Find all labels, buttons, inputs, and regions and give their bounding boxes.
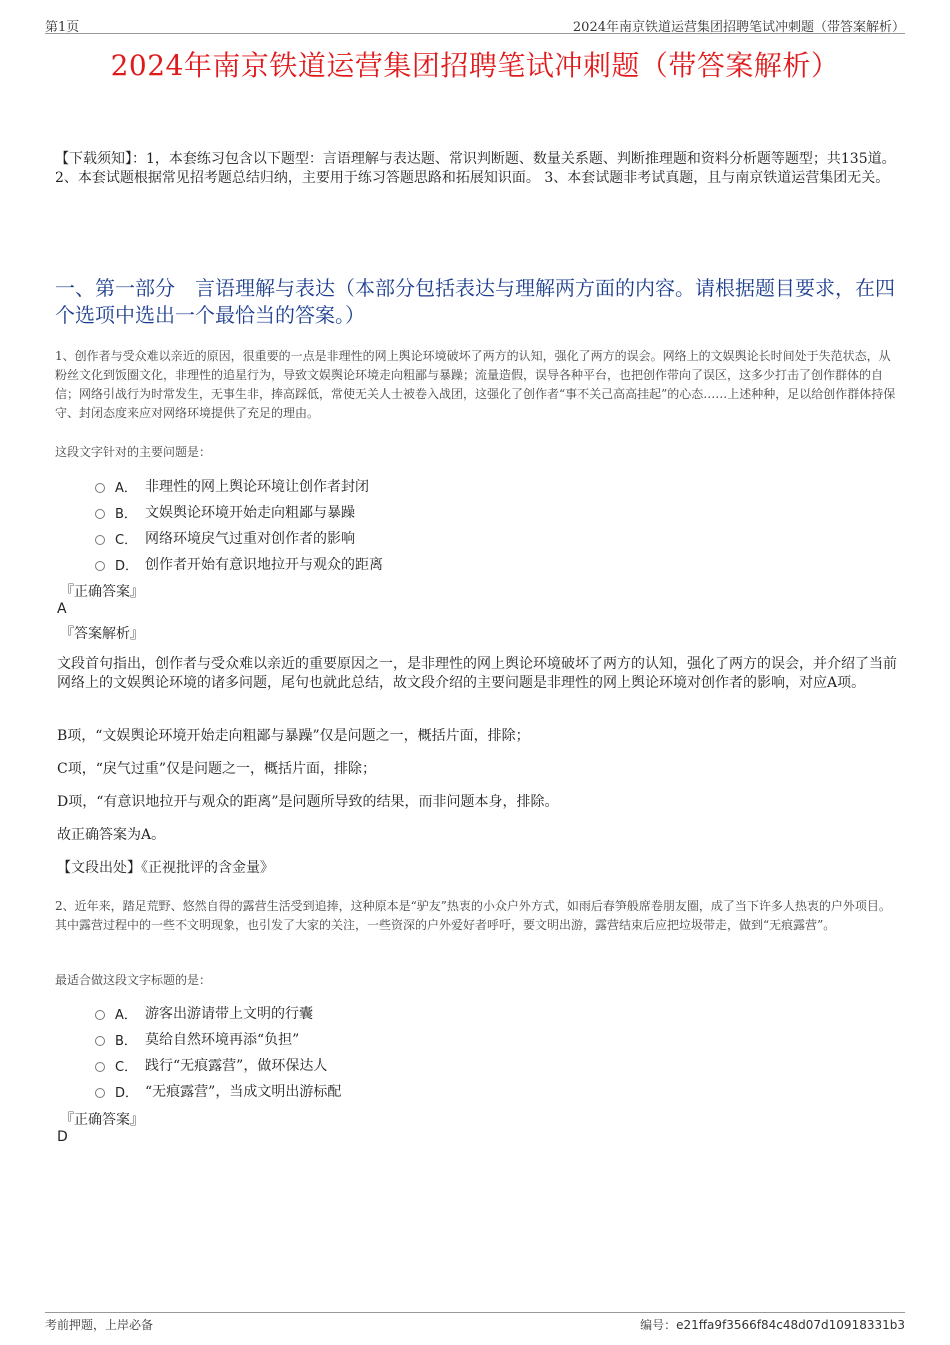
correct-answer-label: 『正确答案』 — [60, 1112, 144, 1128]
radio-button[interactable] — [95, 535, 105, 545]
option-text: “无痕露营”，当成文明出游标配 — [145, 1084, 342, 1100]
option-d[interactable] — [95, 551, 795, 577]
radio-button[interactable] — [95, 1010, 105, 1020]
analysis-paragraph: C项，“戾气过重”仅是问题之一，概括片面，排除； — [57, 761, 377, 777]
radio-button[interactable] — [95, 1036, 105, 1046]
page-footer — [45, 1312, 905, 1334]
option-letter: B． — [115, 1033, 137, 1049]
option-letter: A． — [115, 480, 137, 496]
question-2-options — [95, 1000, 795, 1104]
question-1-options — [95, 473, 795, 577]
option-text: 文娱舆论环境开始走向粗鄙与暴躁 — [145, 505, 355, 521]
option-text: 创作者开始有意识地拉开与观众的距离 — [145, 557, 383, 573]
radio-button[interactable] — [95, 1088, 105, 1098]
radio-button[interactable] — [95, 561, 105, 571]
page-number: 第1页 — [45, 20, 80, 35]
correct-answer: A — [57, 601, 67, 617]
question-1-prompt: 这段文字针对的主要问题是： — [55, 445, 212, 459]
analysis-paragraph: D项，“有意识地拉开与观众的距离”是问题所导致的结果，而非问题本身，排除。 — [57, 794, 559, 810]
option-b[interactable] — [95, 1026, 795, 1052]
correct-answer-label: 『正确答案』 — [60, 584, 144, 600]
option-c[interactable] — [95, 1052, 795, 1078]
option-c[interactable] — [95, 525, 795, 551]
option-letter: D． — [115, 1085, 139, 1101]
option-text: 莫给自然环境再添“负担” — [145, 1032, 300, 1048]
radio-button[interactable] — [95, 509, 105, 519]
download-notice: 【下载须知】：1，本套练习包含以下题型：言语理解与表达题、常识判断题、数量关系题、判断推理题和资料分析题等题型；共135道。 2、本套试题根据常见招考题总结归纳，主要用于练习答题思路和拓展知识面。 3、本套试题非考试真题，且与南京铁道运营集团无关。 — [55, 151, 896, 186]
document-code — [640, 1316, 905, 1333]
option-a[interactable] — [95, 473, 795, 499]
question-2-prompt: 最适合做这段文字标题的是： — [55, 973, 212, 987]
question-1-stem: 1、创作者与受众难以亲近的原因，很重要的一点是非理性的网上舆论环境破坏了两方的认知，强化了两方的误会。网络上的文娱舆论长时间处于失范状态，从粉丝文化到饭圈文化，非理性的追星行为，导致文娱舆论环境走向粗鄙与暴躁；流量造假，误导各种平台，也把创作带向了误区，这多少打击了创作群体的自信；网络引战行为时常发生，无事生非，捧高踩低，常使无关人士被卷入战团，这强化了创作者“事不关己高高挂起”的心态……上述种种，足以给创作群体持保守、封闭态度来应对网络环境提供了充足的理由。 — [55, 349, 896, 420]
option-letter: C． — [115, 532, 138, 548]
footer-slogan: 考前押题，上岸必备 — [45, 1318, 154, 1332]
radio-button[interactable] — [95, 1062, 105, 1072]
option-text: 践行“无痕露营”，做环保达人 — [145, 1058, 328, 1074]
analysis-paragraph: 故正确答案为A。 — [57, 827, 166, 843]
option-text: 网络环境戾气过重对创作者的影响 — [145, 531, 355, 547]
option-a[interactable] — [95, 1000, 795, 1026]
analysis-label: 『答案解析』 — [60, 626, 144, 642]
option-letter: A． — [115, 1007, 137, 1023]
page-header — [45, 14, 905, 34]
option-d[interactable] — [95, 1078, 795, 1104]
analysis-paragraph: B项，“文娱舆论环境开始走向粗鄙与暴躁”仅是问题之一，概括片面，排除； — [57, 728, 530, 744]
running-title: 2024年南京铁道运营集团招聘笔试冲刺题（带答案解析） — [572, 20, 905, 35]
section-heading: 一、第一部分 言语理解与表达（本部分包括表达与理解两方面的内容。请根据题目要求，在四个选项中选出一个最恰当的答案。） — [55, 276, 895, 327]
correct-answer: D — [57, 1129, 68, 1145]
option-b[interactable] — [95, 499, 795, 525]
option-letter: C． — [115, 1059, 138, 1075]
option-letter: B． — [115, 506, 137, 522]
question-2-stem: 2、近年来，踏足荒野、悠然自得的露营生活受到追捧，这种原本是“驴友”热衷的小众户外方式，如雨后春笋般席卷朋友圈，成了当下许多人热衷的户外项目。其中露营过程中的一些不文明现象，也引发了大家的关注，一些资深的户外爱好者呼吁，要文明出游，露营结束后应把垃圾带走，做到“无痕露营”。 — [55, 899, 891, 932]
analysis-paragraph: 文段首句指出，创作者与受众难以亲近的重要原因之一，是非理性的网上舆论环境破坏了两方的认知，强化了两方的误会，并介绍了当前网络上的文娱舆论环境的诸多问题，尾句也就此总结，故文段介绍的主要问题是非理性的网上舆论环境对创作者的影响，对应A项。 — [57, 656, 897, 691]
code-label: 编号： — [640, 1318, 677, 1332]
code-value: e21ffa9f3566f84c48d07d10918331b3 — [676, 1318, 905, 1332]
option-letter: D． — [115, 558, 139, 574]
text-source: 【文段出处】《正视批评的含金量》 — [57, 860, 274, 876]
option-text: 游客出游请带上文明的行囊 — [145, 1006, 313, 1022]
document-title: 2024年南京铁道运营集团招聘笔试冲刺题（带答案解析） — [110, 49, 840, 82]
radio-button[interactable] — [95, 483, 105, 493]
option-text: 非理性的网上舆论环境让创作者封闭 — [145, 479, 369, 495]
